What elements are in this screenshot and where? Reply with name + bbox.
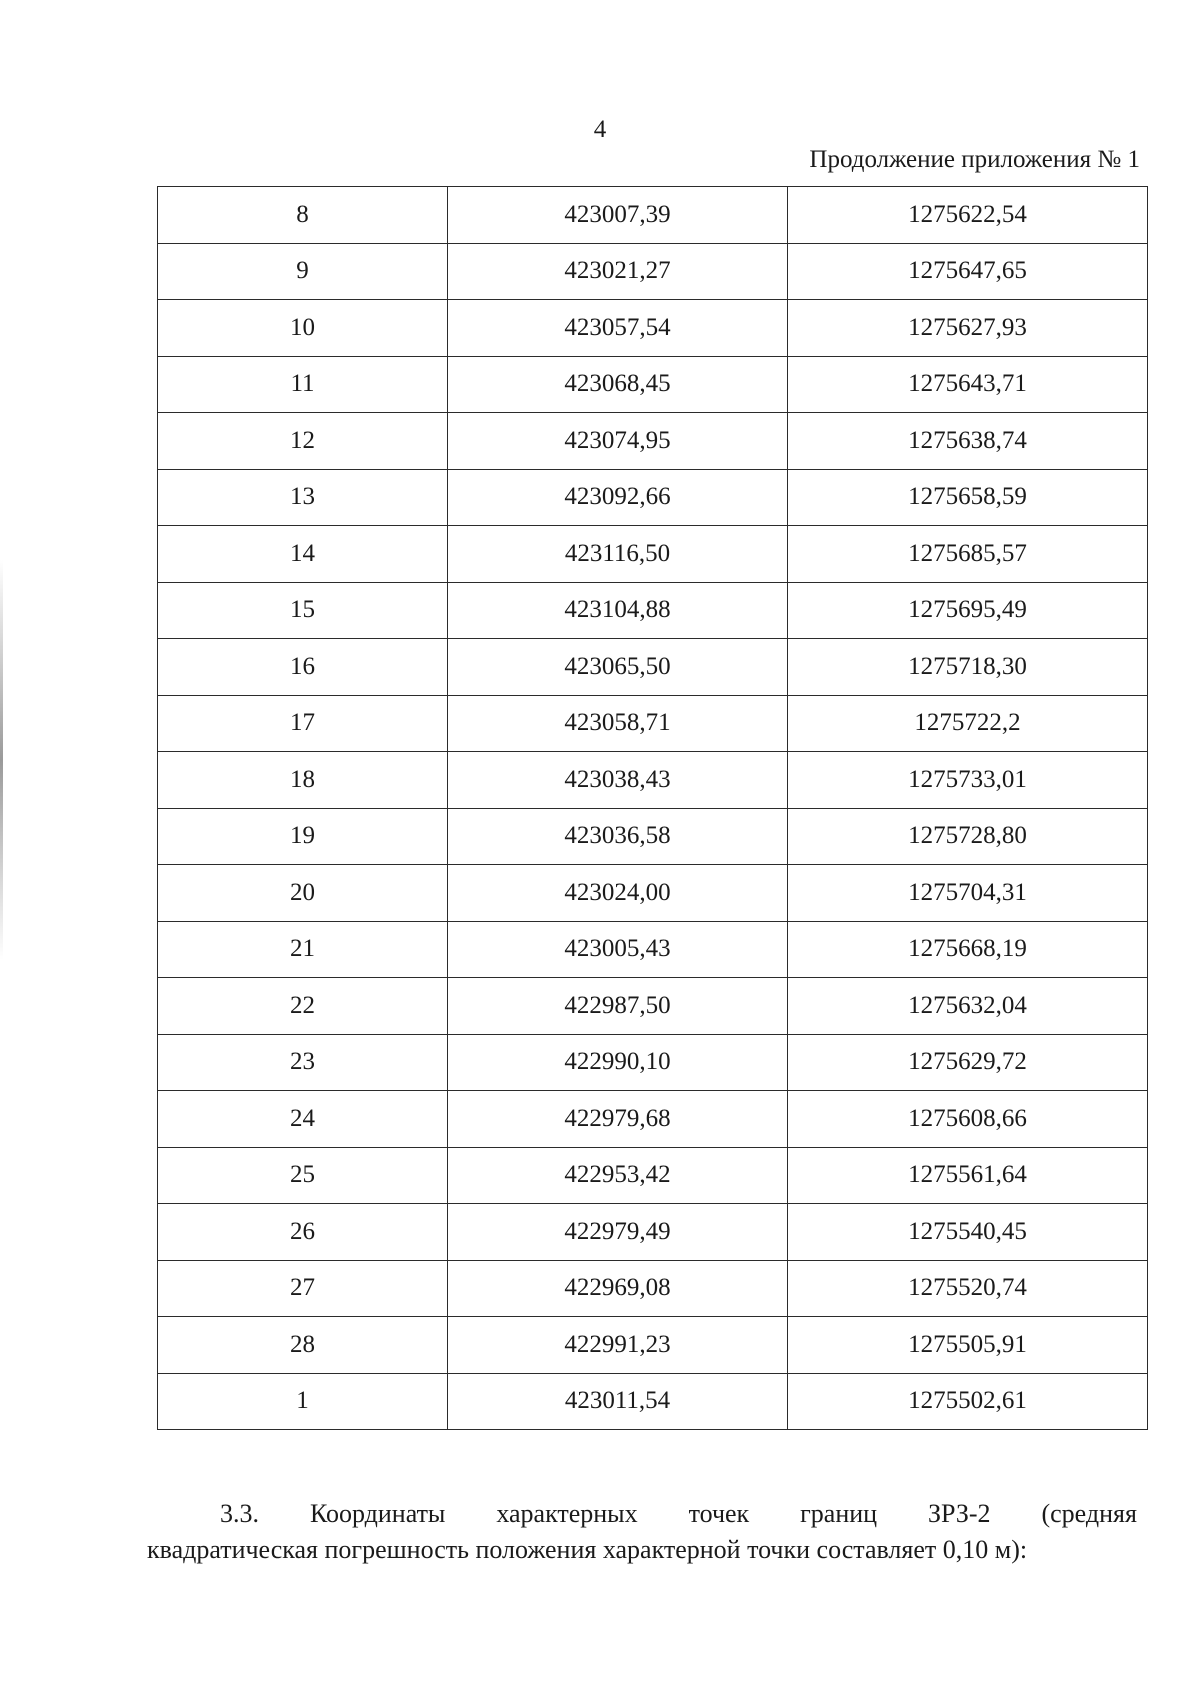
y-coordinate-cell: 1275647,65 bbox=[788, 243, 1148, 300]
point-number-cell: 11 bbox=[158, 356, 448, 413]
table-row bbox=[158, 752, 1148, 809]
section-word: ЗРЗ-2 bbox=[928, 1499, 991, 1528]
y-coordinate-cell: 1275658,59 bbox=[788, 469, 1148, 526]
table-row bbox=[158, 582, 1148, 639]
x-coordinate-cell: 423092,66 bbox=[448, 469, 788, 526]
x-coordinate-cell: 423058,71 bbox=[448, 695, 788, 752]
point-number-cell: 10 bbox=[158, 300, 448, 357]
section-word: точек bbox=[688, 1499, 750, 1528]
point-number-cell: 22 bbox=[158, 978, 448, 1035]
y-coordinate-cell: 1275722,2 bbox=[788, 695, 1148, 752]
scan-edge-shadow bbox=[0, 560, 3, 960]
y-coordinate-cell: 1275561,64 bbox=[788, 1147, 1148, 1204]
y-coordinate-cell: 1275622,54 bbox=[788, 187, 1148, 244]
table-row bbox=[158, 978, 1148, 1035]
point-number-cell: 8 bbox=[158, 187, 448, 244]
y-coordinate-cell: 1275520,74 bbox=[788, 1260, 1148, 1317]
point-number-cell: 21 bbox=[158, 921, 448, 978]
y-coordinate-cell: 1275638,74 bbox=[788, 413, 1148, 470]
y-coordinate-cell: 1275733,01 bbox=[788, 752, 1148, 809]
section-3-3-paragraph bbox=[147, 1496, 1137, 1568]
table-row bbox=[158, 469, 1148, 526]
x-coordinate-cell: 423074,95 bbox=[448, 413, 788, 470]
coordinates-table bbox=[157, 186, 1148, 1430]
table-row bbox=[158, 1260, 1148, 1317]
section-continuation-line: квадратическая погрешность положения характерной точки составляет 0,10 м): bbox=[147, 1535, 1028, 1564]
y-coordinate-cell: 1275502,61 bbox=[788, 1373, 1148, 1430]
point-number-cell: 17 bbox=[158, 695, 448, 752]
x-coordinate-cell: 423021,27 bbox=[448, 243, 788, 300]
point-number-cell: 9 bbox=[158, 243, 448, 300]
table-row bbox=[158, 1317, 1148, 1374]
x-coordinate-cell: 423036,58 bbox=[448, 808, 788, 865]
point-number-cell: 19 bbox=[158, 808, 448, 865]
table-row bbox=[158, 1204, 1148, 1261]
point-number-cell: 23 bbox=[158, 1034, 448, 1091]
section-word: (средняя bbox=[1041, 1499, 1137, 1528]
point-number-cell: 12 bbox=[158, 413, 448, 470]
y-coordinate-cell: 1275695,49 bbox=[788, 582, 1148, 639]
table-row bbox=[158, 1147, 1148, 1204]
x-coordinate-cell: 422979,49 bbox=[448, 1204, 788, 1261]
y-coordinate-cell: 1275627,93 bbox=[788, 300, 1148, 357]
x-coordinate-cell: 423104,88 bbox=[448, 582, 788, 639]
table-row bbox=[158, 865, 1148, 922]
table-row bbox=[158, 808, 1148, 865]
x-coordinate-cell: 423011,54 bbox=[448, 1373, 788, 1430]
annex-continuation-label: Продолжение приложения № 1 bbox=[809, 146, 1140, 173]
table-row bbox=[158, 1373, 1148, 1430]
x-coordinate-cell: 423116,50 bbox=[448, 526, 788, 583]
x-coordinate-cell: 423065,50 bbox=[448, 639, 788, 696]
table-row bbox=[158, 300, 1148, 357]
point-number-cell: 1 bbox=[158, 1373, 448, 1430]
point-number-cell: 16 bbox=[158, 639, 448, 696]
section-word: Координаты bbox=[309, 1499, 446, 1528]
coordinates-table-body bbox=[158, 187, 1148, 1430]
point-number-cell: 24 bbox=[158, 1091, 448, 1148]
page-number: 4 bbox=[593, 116, 607, 143]
x-coordinate-cell: 422979,68 bbox=[448, 1091, 788, 1148]
point-number-cell: 25 bbox=[158, 1147, 448, 1204]
y-coordinate-cell: 1275718,30 bbox=[788, 639, 1148, 696]
x-coordinate-cell: 423007,39 bbox=[448, 187, 788, 244]
point-number-cell: 20 bbox=[158, 865, 448, 922]
table-row bbox=[158, 187, 1148, 244]
y-coordinate-cell: 1275685,57 bbox=[788, 526, 1148, 583]
table-row bbox=[158, 921, 1148, 978]
x-coordinate-cell: 423068,45 bbox=[448, 356, 788, 413]
y-coordinate-cell: 1275505,91 bbox=[788, 1317, 1148, 1374]
table-row bbox=[158, 695, 1148, 752]
section-number: 3.3. bbox=[220, 1499, 259, 1528]
point-number-cell: 27 bbox=[158, 1260, 448, 1317]
table-row bbox=[158, 526, 1148, 583]
section-3-3-first-line bbox=[147, 1496, 1137, 1532]
table-row bbox=[158, 356, 1148, 413]
x-coordinate-cell: 422987,50 bbox=[448, 978, 788, 1035]
point-number-cell: 15 bbox=[158, 582, 448, 639]
x-coordinate-cell: 422953,42 bbox=[448, 1147, 788, 1204]
x-coordinate-cell: 423024,00 bbox=[448, 865, 788, 922]
table-row bbox=[158, 413, 1148, 470]
x-coordinate-cell: 423005,43 bbox=[448, 921, 788, 978]
point-number-cell: 28 bbox=[158, 1317, 448, 1374]
point-number-cell: 13 bbox=[158, 469, 448, 526]
y-coordinate-cell: 1275632,04 bbox=[788, 978, 1148, 1035]
y-coordinate-cell: 1275608,66 bbox=[788, 1091, 1148, 1148]
point-number-cell: 18 bbox=[158, 752, 448, 809]
table-row bbox=[158, 1091, 1148, 1148]
section-word: характерных bbox=[496, 1499, 638, 1528]
x-coordinate-cell: 422969,08 bbox=[448, 1260, 788, 1317]
y-coordinate-cell: 1275540,45 bbox=[788, 1204, 1148, 1261]
section-word: границ bbox=[800, 1499, 878, 1528]
table-row bbox=[158, 243, 1148, 300]
y-coordinate-cell: 1275668,19 bbox=[788, 921, 1148, 978]
x-coordinate-cell: 423038,43 bbox=[448, 752, 788, 809]
x-coordinate-cell: 422991,23 bbox=[448, 1317, 788, 1374]
y-coordinate-cell: 1275704,31 bbox=[788, 865, 1148, 922]
y-coordinate-cell: 1275643,71 bbox=[788, 356, 1148, 413]
table-row bbox=[158, 1034, 1148, 1091]
y-coordinate-cell: 1275728,80 bbox=[788, 808, 1148, 865]
table-row bbox=[158, 639, 1148, 696]
x-coordinate-cell: 422990,10 bbox=[448, 1034, 788, 1091]
point-number-cell: 26 bbox=[158, 1204, 448, 1261]
point-number-cell: 14 bbox=[158, 526, 448, 583]
y-coordinate-cell: 1275629,72 bbox=[788, 1034, 1148, 1091]
x-coordinate-cell: 423057,54 bbox=[448, 300, 788, 357]
